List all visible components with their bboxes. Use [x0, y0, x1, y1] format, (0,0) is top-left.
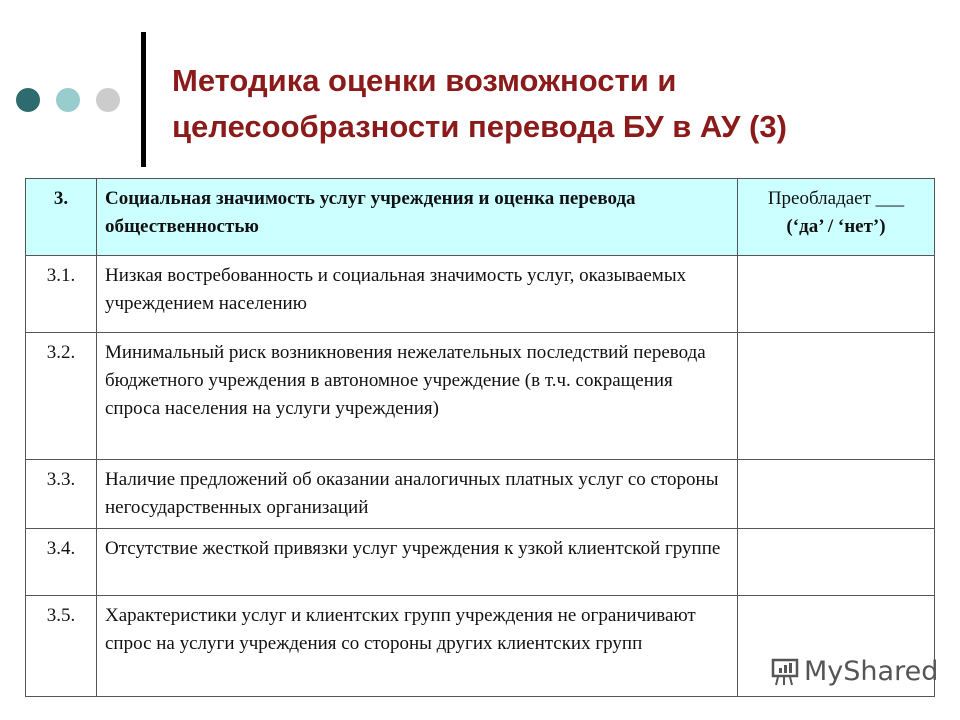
row-num: 3.4. — [26, 529, 97, 596]
decor-dot-gray — [96, 88, 120, 112]
table-row — [26, 460, 935, 529]
decor-dot-light — [56, 88, 80, 112]
row-text: Минимальный риск возникновения нежелательных последствий перевода бюджетного учреждения в автономное учреждение (в т.ч. сокращения спроса населения на услуги учреждения) — [97, 333, 738, 460]
header-text: Социальная значимость услуг учреждения и оценка перевода общественностью — [97, 179, 738, 256]
table-row — [26, 529, 935, 596]
decor-dot-dark — [16, 88, 40, 112]
table-row — [26, 256, 935, 333]
row-num: 3.2. — [26, 333, 97, 460]
row-answer-cell[interactable] — [738, 529, 935, 596]
table-header-row — [26, 179, 935, 256]
watermark — [768, 655, 938, 687]
criteria-table — [25, 178, 935, 697]
row-num: 3.3. — [26, 460, 97, 529]
header-answer: Преобладает ___ (‘да’ / ‘нет’) — [738, 179, 935, 256]
title-line-1: Методика оценки возможности и — [172, 63, 677, 98]
row-text: Наличие предложений об оказании аналогичных платных услуг со стороны негосударственных организаций — [97, 460, 738, 529]
row-num: 3.5. — [26, 596, 97, 697]
slide-title — [172, 58, 787, 150]
table-row — [26, 333, 935, 460]
watermark-text: MyShared — [804, 655, 939, 687]
title-line-2: целесообразности перевода БУ в АУ (3) — [172, 109, 787, 144]
row-answer-cell[interactable] — [738, 256, 935, 333]
row-text: Низкая востребованность и социальная значимость услуг, оказываемых учреждением населению — [97, 256, 738, 333]
row-num: 3.1. — [26, 256, 97, 333]
row-text: Отсутствие жесткой привязки услуг учреждения к узкой клиентской группе — [97, 529, 738, 596]
row-answer-cell[interactable] — [738, 333, 935, 460]
header-num: 3. — [26, 179, 97, 256]
title-divider — [141, 32, 146, 167]
presentation-board-icon — [768, 655, 800, 687]
row-answer-cell[interactable] — [738, 460, 935, 529]
row-text: Характеристики услуг и клиентских групп учреждения не ограничивают спрос на услуги учреждения со стороны других клиентских групп — [97, 596, 738, 697]
